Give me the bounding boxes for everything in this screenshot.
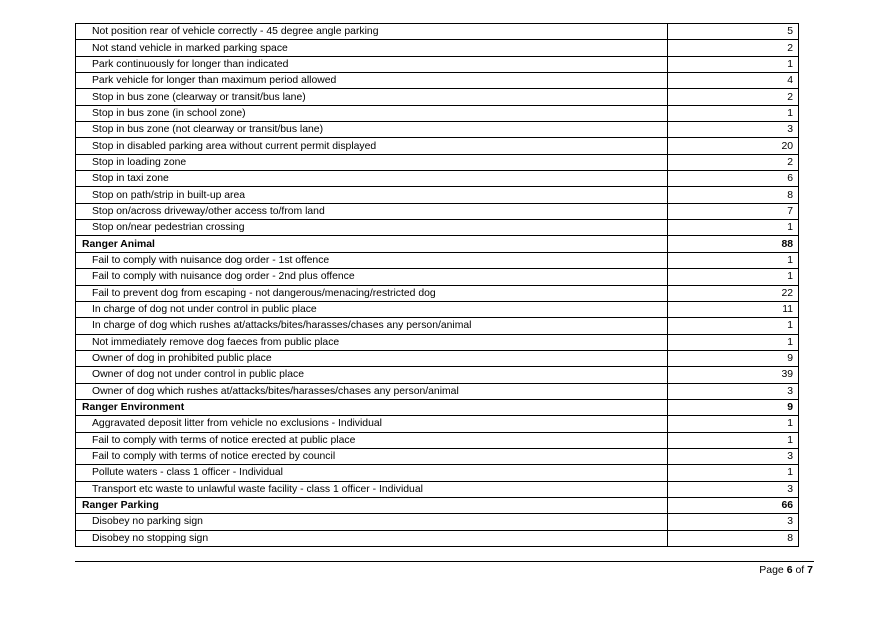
offence-label: Owner of dog in prohibited public place: [76, 350, 668, 366]
section-row: [76, 497, 799, 513]
table-body: [76, 24, 799, 547]
offence-count: 1: [668, 269, 799, 285]
offence-count: 20: [668, 138, 799, 154]
page-total: 7: [807, 564, 813, 576]
table-row: [76, 154, 799, 170]
offence-label: Stop on/across driveway/other access to/from land: [76, 203, 668, 219]
offence-count: 1: [668, 334, 799, 350]
offence-label: Fail to comply with nuisance dog order - 1st offence: [76, 252, 668, 268]
offence-count: 3: [668, 122, 799, 138]
table-row: [76, 24, 799, 40]
table-row: [76, 122, 799, 138]
offence-label: In charge of dog which rushes at/attacks/bites/harasses/chases any person/animal: [76, 318, 668, 334]
table-row: [76, 530, 799, 546]
table-row: [76, 269, 799, 285]
offence-count: 1: [668, 432, 799, 448]
page-prefix: Page: [759, 564, 784, 576]
table-row: [76, 350, 799, 366]
offence-count: 3: [668, 514, 799, 530]
table-row: [76, 171, 799, 187]
offence-count: 39: [668, 367, 799, 383]
offence-count: 3: [668, 448, 799, 464]
offence-label: In charge of dog not under control in public place: [76, 301, 668, 317]
offence-label: Stop in bus zone (not clearway or transit/bus lane): [76, 122, 668, 138]
offence-count: 2: [668, 40, 799, 56]
offence-label: Fail to prevent dog from escaping - not dangerous/menacing/restricted dog: [76, 285, 668, 301]
page-of: of: [795, 564, 805, 576]
section-total: 88: [668, 236, 799, 252]
table-row: [76, 56, 799, 72]
offence-label: Owner of dog not under control in public place: [76, 367, 668, 383]
table-row: [76, 187, 799, 203]
section-label: Ranger Environment: [76, 399, 668, 415]
offence-label: Fail to comply with nuisance dog order - 2nd plus offence: [76, 269, 668, 285]
table-row: [76, 220, 799, 236]
offence-count: 3: [668, 383, 799, 399]
offence-count: 1: [668, 220, 799, 236]
table-row: [76, 318, 799, 334]
table-row: [76, 301, 799, 317]
table-row: [76, 367, 799, 383]
offence-label: Park continuously for longer than indicated: [76, 56, 668, 72]
offences-table: [75, 23, 799, 547]
table-row: [76, 383, 799, 399]
table-row: [76, 252, 799, 268]
table-row: [76, 40, 799, 56]
table-row: [76, 73, 799, 89]
section-total: 9: [668, 399, 799, 415]
offence-label: Stop on path/strip in built-up area: [76, 187, 668, 203]
table-row: [76, 105, 799, 121]
offence-label: Stop in loading zone: [76, 154, 668, 170]
table-row: [76, 138, 799, 154]
offence-count: 6: [668, 171, 799, 187]
offence-label: Aggravated deposit litter from vehicle no exclusions - Individual: [76, 416, 668, 432]
offence-label: Transport etc waste to unlawful waste facility - class 1 officer - Individual: [76, 481, 668, 497]
table-row: [76, 514, 799, 530]
offence-count: 8: [668, 530, 799, 546]
offence-count: 2: [668, 89, 799, 105]
offence-count: 1: [668, 56, 799, 72]
offence-label: Not position rear of vehicle correctly - 45 degree angle parking: [76, 24, 668, 40]
offence-count: 1: [668, 105, 799, 121]
section-label: Ranger Animal: [76, 236, 668, 252]
offence-label: Fail to comply with terms of notice erected by council: [76, 448, 668, 464]
offence-count: 3: [668, 481, 799, 497]
table-row: [76, 285, 799, 301]
table-row: [76, 481, 799, 497]
offence-label: Stop in bus zone (in school zone): [76, 105, 668, 121]
offence-label: Pollute waters - class 1 officer - Individual: [76, 465, 668, 481]
section-total: 66: [668, 497, 799, 513]
table-row: [76, 465, 799, 481]
offence-count: 1: [668, 416, 799, 432]
offence-label: Stop in disabled parking area without current permit displayed: [76, 138, 668, 154]
offence-count: 1: [668, 252, 799, 268]
offence-label: Stop in bus zone (clearway or transit/bus lane): [76, 89, 668, 105]
offence-count: 8: [668, 187, 799, 203]
offence-label: Disobey no stopping sign: [76, 530, 668, 546]
offence-count: 1: [668, 318, 799, 334]
offence-label: Disobey no parking sign: [76, 514, 668, 530]
offence-label: Not immediately remove dog faeces from public place: [76, 334, 668, 350]
offence-count: 5: [668, 24, 799, 40]
table-row: [76, 432, 799, 448]
section-row: [76, 236, 799, 252]
offence-label: Park vehicle for longer than maximum period allowed: [76, 73, 668, 89]
offence-count: 4: [668, 73, 799, 89]
offence-count: 11: [668, 301, 799, 317]
section-label: Ranger Parking: [76, 497, 668, 513]
offence-label: Owner of dog which rushes at/attacks/bites/harasses/chases any person/animal: [76, 383, 668, 399]
page-number: [759, 563, 813, 577]
offence-count: 7: [668, 203, 799, 219]
footer-divider: [75, 561, 814, 562]
offence-label: Fail to comply with terms of notice erected at public place: [76, 432, 668, 448]
table-row: [76, 334, 799, 350]
offence-count: 2: [668, 154, 799, 170]
table-row: [76, 448, 799, 464]
table-row: [76, 203, 799, 219]
offence-label: Stop on/near pedestrian crossing: [76, 220, 668, 236]
offence-count: 22: [668, 285, 799, 301]
offence-label: Not stand vehicle in marked parking space: [76, 40, 668, 56]
page-current: 6: [786, 564, 793, 576]
offence-count: 9: [668, 350, 799, 366]
table-row: [76, 89, 799, 105]
section-row: [76, 399, 799, 415]
offence-label: Stop in taxi zone: [76, 171, 668, 187]
table-row: [76, 416, 799, 432]
offence-count: 1: [668, 465, 799, 481]
